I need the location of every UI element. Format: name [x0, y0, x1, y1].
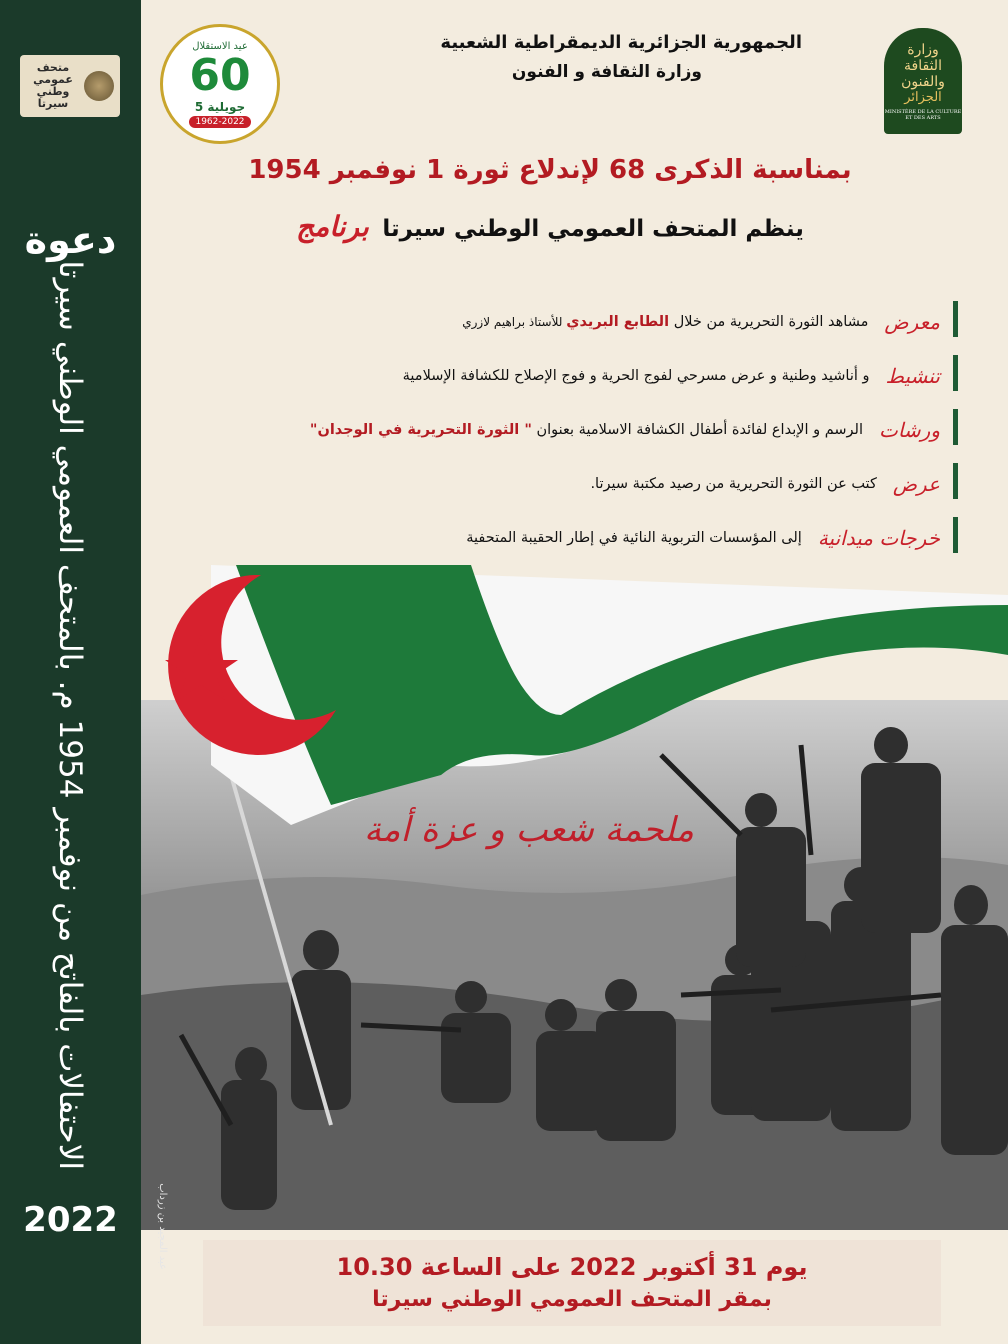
anniversary-years: 1962-2022	[189, 116, 250, 128]
ministry-logo-french: MINISTÈRE DE LA CULTURE ET DES ARTS	[884, 108, 962, 121]
ministry-logo-line1: وزارة	[907, 41, 939, 58]
program-word: برنامج	[296, 210, 369, 243]
event-date-time: يوم 31 أكتوبر 2022 على الساعة 10.30	[336, 1253, 808, 1281]
ministry-logo-line3: الجزائر	[904, 89, 942, 105]
organizer-line	[160, 210, 940, 243]
anniversary-top-text: عيد الاستقلال	[192, 40, 248, 52]
desc-highlight: " الثورة التحريرية في الوجدان"	[309, 422, 532, 438]
program-item-desc: و أناشيد وطنية و عرض مسرحي لفوج الحرية و فوج الإصلاح للكشافة الإسلامية	[402, 368, 870, 384]
coin-icon	[84, 71, 114, 101]
program-item-desc: إلى المؤسسات التربوية النائية في إطار الحقيبة المتحفية	[466, 530, 802, 546]
program-list	[160, 295, 958, 565]
sidebar	[0, 0, 141, 1344]
event-location: بمقر المتحف العمومي الوطني سيرتا	[372, 1287, 772, 1312]
item-bar	[953, 409, 958, 445]
republic-name: الجمهورية الجزائرية الديمقراطية الشعبية	[440, 32, 802, 53]
header	[362, 30, 802, 88]
program-item-desc	[310, 422, 863, 438]
slogan: ملحمة شعب و عزة أمة	[364, 810, 694, 850]
flag-and-scene-illustration	[141, 565, 1008, 1230]
item-bar	[953, 355, 958, 391]
anniversary-number: 60	[189, 49, 251, 101]
item-bar	[953, 517, 958, 553]
ministry-logo-line2: الثقافة والفنون	[901, 57, 945, 90]
desc-highlight: الطابع البريدي	[566, 314, 670, 330]
program-item-desc	[462, 314, 868, 330]
historical-photo	[141, 565, 1008, 1230]
program-item-label: معرض	[884, 310, 940, 334]
program-item-field-trips	[160, 511, 958, 565]
program-item-label: عرض	[892, 472, 940, 496]
invitation-title: دعوة	[24, 218, 117, 262]
photo-credit: عبد المجيد بن زرداب	[157, 1183, 168, 1270]
sidebar-year: 2022	[23, 1200, 118, 1240]
ministry-name: وزارة الثقافة و الفنون	[511, 62, 702, 82]
program-item-desc: كتب عن الثورة التحريرية من رصيد مكتبة سيرتا.	[590, 476, 877, 492]
program-item-label: ورشات	[879, 418, 940, 442]
program-item-animation	[160, 349, 958, 403]
item-bar	[953, 301, 958, 337]
occasion-heading: بمناسبة الذكرى 68 لإندلاع ثورة 1 نوفمبر 1954	[248, 155, 852, 185]
museum-logo	[20, 55, 120, 117]
event-details	[203, 1240, 941, 1326]
program-item-workshops	[160, 403, 958, 457]
organizer-text: ينظم المتحف العمومي الوطني سيرتا	[382, 216, 804, 242]
desc-text: مشاهد الثورة التحريرية من خلال	[669, 314, 869, 330]
ministry-logo	[884, 28, 962, 134]
program-item-label: خرجات ميدانية	[817, 526, 940, 550]
item-bar	[953, 463, 958, 499]
program-item-label: تنشيط	[885, 364, 940, 388]
independence-anniversary-logo	[160, 24, 280, 144]
celebration-vertical-text: الاحتفالات بالفاتح من نوفمبر 1954 م. بالمتحف العمومي الوطني سيرتا	[52, 260, 88, 1170]
program-item-books	[160, 457, 958, 511]
desc-text-post: للأستاذ براهيم لازري	[462, 315, 567, 329]
desc-text: الرسم و الإبداع لفائدة أطفال الكشافة الاسلامية بعنوان	[531, 422, 863, 438]
anniversary-bottom-text: جويلية 5	[194, 99, 246, 114]
program-item-exhibition	[160, 295, 958, 349]
museum-logo-text: متحف عمومي وطني سيرتا	[33, 61, 73, 110]
